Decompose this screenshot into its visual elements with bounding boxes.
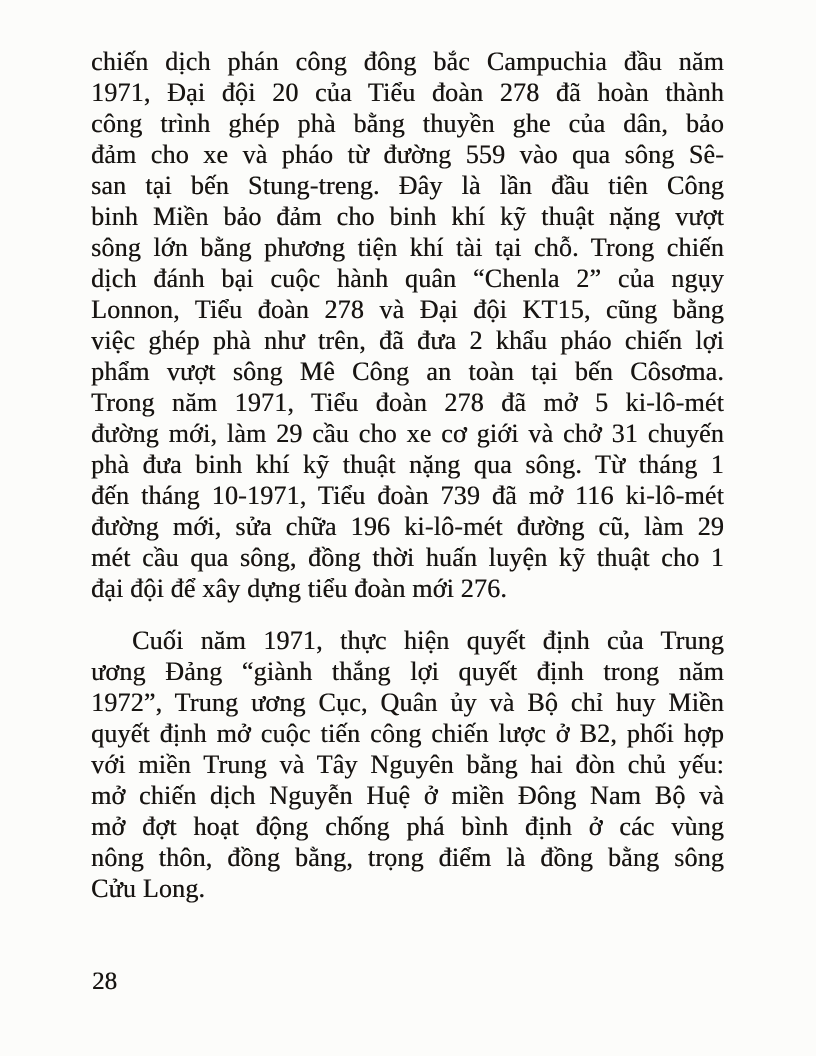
page-number: 28 xyxy=(92,968,117,995)
text-line: đường mới, sửa chữa 196 ki-lô-mét đường cũ, làm 29 xyxy=(91,512,724,541)
text-line: 1972”, Trung ương Cục, Quân ủy và Bộ chỉ huy Miền xyxy=(91,688,724,717)
body-text xyxy=(91,46,724,904)
text-line: chiến dịch phán công đông bắc Campuchia đầu năm xyxy=(91,47,724,76)
text-line: quyết định mở cuộc tiến công chiến lược ở B2, phối hợp xyxy=(91,719,724,748)
text-line: với miền Trung và Tây Nguyên bằng hai đòn chủ yếu: xyxy=(91,750,724,779)
paragraph-1 xyxy=(91,46,724,604)
text-line: dịch đánh bại cuộc hành quân “Chenla 2” của ngụy xyxy=(91,264,724,293)
text-line: đường mới, làm 29 cầu cho xe cơ giới và chở 31 chuyến xyxy=(91,419,724,448)
text-line: binh Miền bảo đảm cho binh khí kỹ thuật nặng vượt xyxy=(91,202,724,231)
text-line: Lonnon, Tiểu đoàn 278 và Đại đội KT15, cũng bằng xyxy=(91,295,724,324)
text-line: việc ghép phà như trên, đã đưa 2 khẩu pháo chiến lợi xyxy=(91,326,724,355)
paragraph-2 xyxy=(91,625,724,904)
text-line: ương Đảng “giành thắng lợi quyết định trong năm xyxy=(91,657,724,686)
text-line: mét cầu qua sông, đồng thời huấn luyện kỹ thuật cho 1 xyxy=(91,543,724,572)
text-line: sông lớn bằng phương tiện khí tài tại chỗ. Trong chiến xyxy=(91,233,724,262)
text-line: san tại bến Stung-treng. Đây là lần đầu tiên Công xyxy=(91,171,724,200)
text-line: Trong năm 1971, Tiểu đoàn 278 đã mở 5 ki-lô-mét xyxy=(91,388,724,417)
text-line: phẩm vượt sông Mê Công an toàn tại bến Côsơma. xyxy=(91,357,724,386)
text-line: mở đợt hoạt động chống phá bình định ở các vùng xyxy=(91,812,724,841)
text-line: phà đưa binh khí kỹ thuật nặng qua sông. Từ tháng 1 xyxy=(91,450,724,479)
text-line: 1971, Đại đội 20 của Tiểu đoàn 278 đã hoàn thành xyxy=(91,78,724,107)
text-line: đến tháng 10-1971, Tiểu đoàn 739 đã mở 116 ki-lô-mét xyxy=(91,481,724,510)
text-line: nông thôn, đồng bằng, trọng điểm là đồng bằng sông xyxy=(91,843,724,872)
text-line: đại đội để xây dựng tiểu đoàn mới 276. xyxy=(91,574,507,603)
text-line: đảm cho xe và pháo từ đường 559 vào qua sông Sê- xyxy=(91,140,724,169)
text-line: công trình ghép phà bằng thuyền ghe của dân, bảo xyxy=(91,109,724,138)
text-line: Cuối năm 1971, thực hiện quyết định của Trung xyxy=(132,626,724,655)
text-line: Cửu Long. xyxy=(91,874,206,903)
text-line: mở chiến dịch Nguyễn Huệ ở miền Đông Nam Bộ và xyxy=(91,781,724,810)
